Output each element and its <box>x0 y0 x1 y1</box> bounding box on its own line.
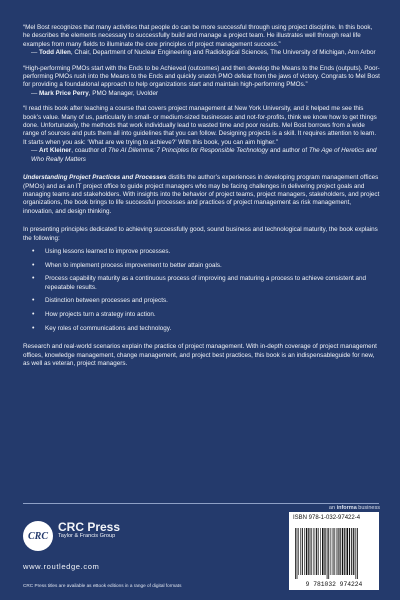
quote-1 <box>23 24 381 58</box>
bullet-icon: • <box>32 247 35 255</box>
barcode-bar <box>328 528 329 579</box>
list-item-text: Using lessons learned to improve processes. <box>45 247 171 255</box>
quote-book-title: The AI Dilemma: 7 Principles for Responsible Technology <box>108 147 269 155</box>
barcode-bar <box>311 528 312 575</box>
list-item <box>23 325 381 333</box>
bullet-icon: • <box>32 261 35 269</box>
barcode-bar <box>324 528 325 575</box>
quote-author: Todd Allen <box>39 49 71 57</box>
list-item <box>23 262 381 270</box>
barcode-bar <box>318 528 319 575</box>
bullet-icon: • <box>32 324 35 332</box>
quote-author: Art Kleiner <box>39 147 72 155</box>
barcode-bar <box>308 528 309 575</box>
barcode-bar <box>355 528 356 579</box>
book-description-body: distills the author’s experiences in developing program management offices (PMOs) and as an IT project office to guide project managers who may be facing challenges in delivering project goals and managing teams and stakeholders. With insights into the behavior of project teams, project managers, stakeholders, and project organizations, the book brings to life successful processes and practices of project management as risk management, innovation, and design thinking. <box>23 174 380 215</box>
list-item-text: Distinction between processes and projects. <box>45 297 168 305</box>
barcode-bar <box>298 528 299 575</box>
publisher-group: Taylor & Francis Group <box>58 533 116 539</box>
quote-text: “High-performing PMOs start with the Ends to be Achieved (outcomes) and then develop the Means to the Ends (outputs). Poor-performing PMOs rush into the Means to the Ends and quickly snatch PMO defeat from the jaws of victory. Congrats to Mel Bost for providing a foundational approach to help organizations start and maintain high-performing PMOs.” <box>23 64 380 89</box>
barcode-bar <box>349 528 350 575</box>
quote-affiliation: , PMO Manager, Uvolder <box>88 89 159 97</box>
quote-attribution: — Art Kleiner, coauthor of The AI Dilemma: 7 Principles for Responsible Technology and author of The Age of Heretics and Who Really Matters <box>31 147 377 163</box>
barcode-bar <box>322 528 324 575</box>
barcode-bar <box>315 528 316 575</box>
barcode-bar <box>297 528 298 579</box>
publisher-url[interactable]: www.routledge.com <box>23 562 100 571</box>
quote-attribution: — Mark Price Perry, PMO Manager, Uvolder <box>31 89 159 97</box>
bullet-icon: • <box>32 297 35 305</box>
barcode-bar <box>313 528 314 575</box>
barcode-bar <box>327 528 328 579</box>
quote-affiliation: , coauthor of <box>71 147 109 155</box>
barcode-bar <box>300 528 301 575</box>
bullet-icon: • <box>32 275 35 283</box>
crc-logo: CRC <box>23 521 53 551</box>
quote-book-title: The Age of Heretics and Who Really Matters <box>31 147 377 163</box>
ebook-note: CRC Press titles are available as eBook editions in a range of digital formats <box>23 583 182 588</box>
publisher-block <box>58 521 120 540</box>
barcode-bar <box>353 528 354 575</box>
closing-paragraph: Research and real-world scenarios explain the practice of project management. With in-depth coverage of project management offices, knowledge management, change management, and project best practices, this book is an indispensableguide for new, as well as veteran, project managers. <box>23 343 377 368</box>
barcode-bar <box>304 528 305 575</box>
book-description <box>23 174 381 216</box>
barcode-bar <box>357 528 358 579</box>
barcode-bar <box>351 528 352 575</box>
list-item-text: How projects turn a strategy into action. <box>45 311 156 319</box>
barcode-bar <box>316 528 317 575</box>
informa-business-tag <box>329 505 380 511</box>
informa-prefix: an <box>328 505 337 511</box>
barcode-bar <box>338 528 339 575</box>
barcode-image <box>291 528 377 588</box>
footer-divider <box>23 503 379 504</box>
barcode-digits: 9 781032 974224 <box>305 581 363 588</box>
quote-2 <box>23 65 381 99</box>
publisher-name: CRC Press <box>58 520 121 534</box>
list-item-text: When to implement process improvement to better attain goals. <box>45 261 222 269</box>
book-title: Understanding Project Practices and Processes <box>23 174 167 182</box>
barcode-bar <box>336 528 337 575</box>
quote-text: “Mel Bost recognizes that many activities that people do can be more successful through using project discipline. In this book, he describes the elements necessary to successfully build and manage a project team. He illustrates well through real life examples from many fields to illuminate the core principles of project management success.” <box>23 24 373 48</box>
list-item <box>23 248 381 256</box>
isbn-label: ISBN 978-1-032-97422-4 <box>293 515 361 521</box>
list-item-text: Key roles of communications and technology. <box>45 324 172 332</box>
quote-attribution: — Todd Allen, Chair, Department of Nuclear Engineering and Radiological Sciences, The University of Michigan, Ann Arbor <box>31 49 376 57</box>
barcode-bar <box>340 528 341 575</box>
barcode-bar <box>334 528 335 575</box>
barcode-bar <box>347 528 349 575</box>
list-item <box>23 275 381 292</box>
barcode-panel <box>289 512 379 590</box>
barcode-bar <box>330 528 331 575</box>
quote-author: Mark Price Perry <box>39 89 89 97</box>
barcode-bar <box>295 528 296 579</box>
barcode-bars <box>295 528 358 579</box>
barcode-bar <box>342 528 344 575</box>
quote-3 <box>23 105 381 164</box>
barcode-bar <box>344 528 345 575</box>
barcode-bar <box>302 528 303 575</box>
list-item <box>23 297 381 305</box>
list-item-text: Process capability maturity as a continuous process of improving and maturing a process to achieve consistent and repeatable results. <box>45 275 366 291</box>
principles-intro: In presenting principles dedicated to achieving successfully good, sound business and technological maturity, the book explains the following: <box>23 226 378 242</box>
quote-affiliation: and author of <box>268 147 309 155</box>
barcode-bar <box>320 528 321 575</box>
informa-brand: informa <box>336 505 357 511</box>
cover-text <box>23 24 381 368</box>
barcode-bar <box>332 528 333 575</box>
barcode-bar <box>306 528 308 575</box>
quote-affiliation: , Chair, Department of Nuclear Engineering and Radiological Sciences, The University of Michigan, Ann Arbor <box>70 49 376 57</box>
list-item <box>23 311 381 319</box>
informa-suffix: business <box>356 505 380 511</box>
principles-list <box>23 248 381 333</box>
quote-text: “I read this book after teaching a course that covers project management at New York University, and it helped me see this book’s value. Many of us, particularly in small- or medium-sized businesses and not-for-profits, think we know how to get things done. Unfortunately, the methods that work individually lead to wasted time and poor results. Mel Bost borrows from a wide range of sources and puts them all into guidelines that you can follow. Designing projects is a skill. It requires attention to learn. It starts when you ask: ‘What are we trying to achieve?’ With this book, you can aim higher.” <box>23 105 377 146</box>
bullet-icon: • <box>32 311 35 319</box>
